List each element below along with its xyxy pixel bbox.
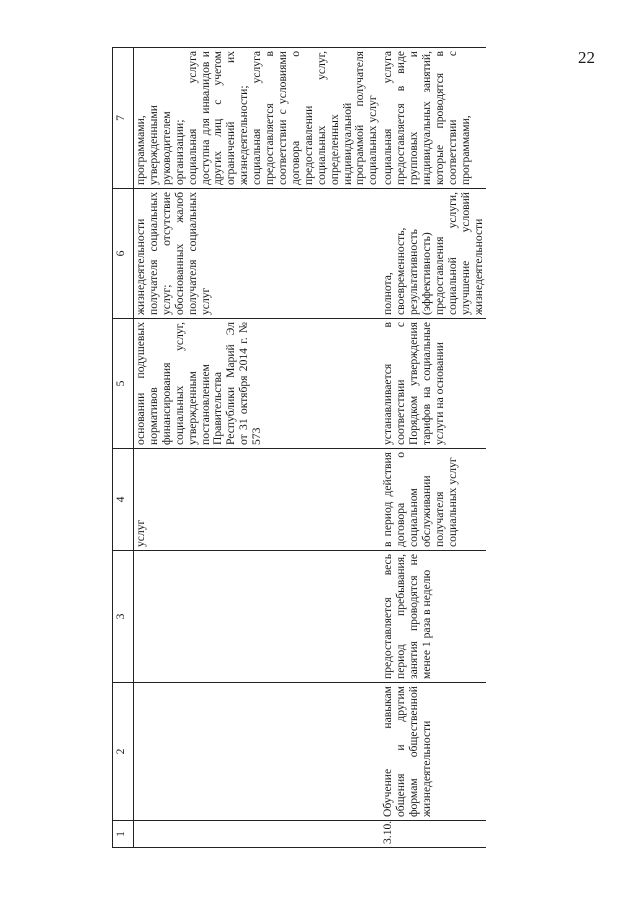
row-b-col-2: Обучение навыкам общения и другим формам общественной жизнедеятельности [381, 683, 486, 821]
header-col-3: 3 [113, 551, 134, 683]
row-a-col-7-para-1: программами, утвержденными руководителем организации; [134, 104, 186, 185]
table-row [381, 48, 486, 848]
row-a-col-7 [134, 48, 382, 189]
row-a-col-6: жизнедеятельности получателя социальных услуг; отсутствие обоснованных жалоб получателя социальных услуг [134, 189, 382, 319]
row-a-col-2 [134, 683, 382, 821]
row-a-col-3 [134, 551, 382, 683]
row-b-col-6: полнота, своевременность, результативность (эффективность) предоставления социальной услуги, улучшение условий жизнедеятельности [381, 189, 486, 319]
row-a-col-7-para-2: социальная услуга доступна для инвалидов и других лиц с учетом ограничений их жизнедеятельности; [185, 51, 251, 185]
header-col-6: 6 [113, 189, 134, 319]
header-col-4: 4 [113, 449, 134, 551]
page-number: 22 [578, 48, 595, 67]
row-b-col-5: устанавливается в соответствии с Порядком утверждения тарифов на социальные услуги на основании [381, 319, 486, 449]
row-b-col-1: 3.10. [381, 821, 486, 848]
header-col-1: 1 [113, 821, 134, 848]
row-b-col-3: предоставляется весь период пребывания, занятия проводятся не менее 1 раза в неделю [381, 551, 486, 683]
row-b-col-7: социальная услуга предоставляется в виде групповых и индивидуальных занятий, которые проводятся в соответствии с программами, [381, 48, 486, 189]
header-col-7: 7 [113, 48, 134, 189]
rotated-table-container [112, 48, 532, 848]
row-a-col-4: услуг [134, 449, 382, 551]
services-table [112, 47, 486, 848]
row-a-col-7-para-3: социальная услуга предоставляется в соответствии с условиями договора о предоставлении социальных услуг, определенных индивидуальной программой получателя социальных услуг [250, 51, 380, 185]
row-b-col-4: в период действия договора о социальном обслуживании получателя социальных услуг [381, 449, 486, 551]
header-row [113, 48, 134, 848]
row-a-col-1 [134, 821, 382, 848]
header-col-5: 5 [113, 319, 134, 449]
header-col-2: 2 [113, 683, 134, 821]
row-a-col-5: основании подушевых нормативов финансирования социальных услуг, утвержденным постановлением Правительства Республики Марий Эл от 31 октября 2014 г. № 573 [134, 319, 382, 449]
table-row [134, 48, 382, 848]
